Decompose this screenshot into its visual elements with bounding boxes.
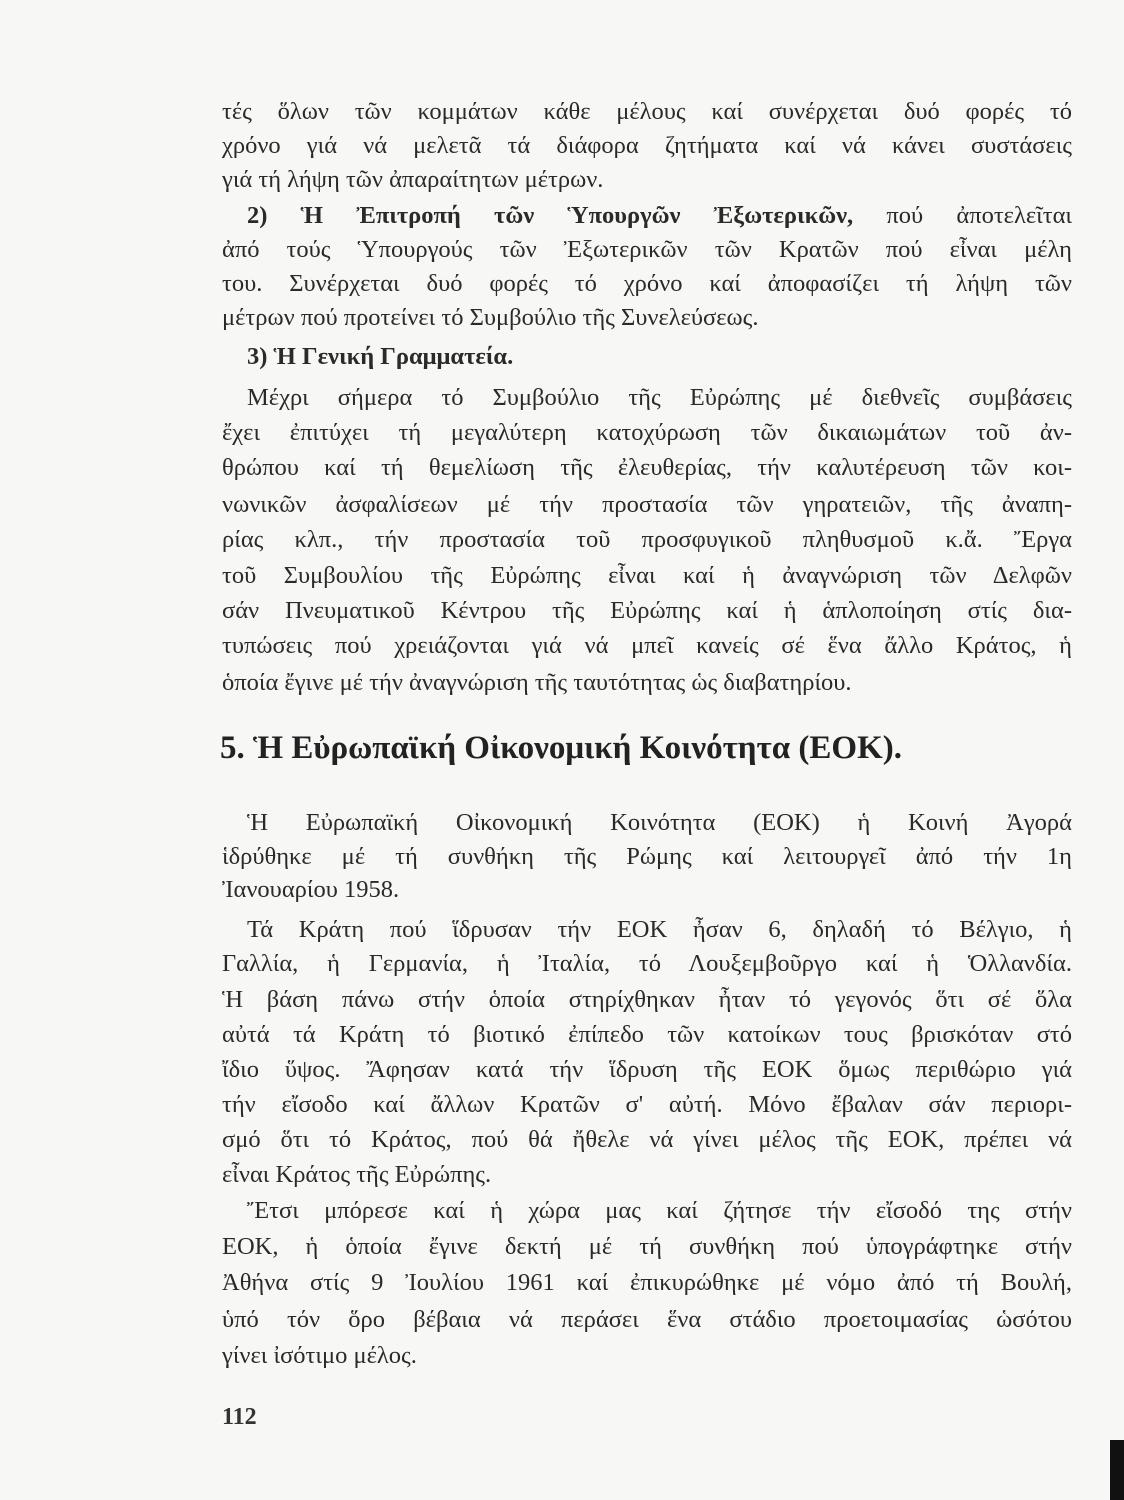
text-line — [222, 842, 1072, 872]
text-line — [222, 596, 1072, 626]
line-text: τυπώσεις πού χρειάζονται γιά νά μπεῖ κανείς σέ ἕνα ἄλλο Κράτος, ἡ — [222, 632, 1072, 659]
line-text: Ἡ Εὐρωπαϊκή Οἰκονομική Κοινότητα (ΕΟΚ) ἡ Κοινή Ἀγορά — [247, 809, 1072, 836]
line-text: γίνει ἰσότιμο μέλος. — [222, 1342, 417, 1369]
line-text: ὑπό τόν ὅρο βέβαια νά περάσει ἕνα στάδιο προετοιμασίας ὡσότου — [222, 1306, 1072, 1333]
text-line — [222, 165, 603, 195]
line-text: Ἀθήνα στίς 9 Ἰουλίου 1961 καί ἐπικυρώθηκε μέ νόμο ἀπό τή Βουλή, — [222, 1269, 1072, 1296]
text-line — [222, 631, 1072, 661]
line-text: Ἰανουαρίου 1958. — [222, 876, 400, 903]
text-line — [222, 383, 1072, 413]
text-line — [222, 1090, 1072, 1120]
text-line — [222, 668, 852, 698]
text-line — [222, 97, 1072, 127]
line-text: χρόνο γιά νά μελετᾶ τά διάφορα ζητήματα καί νά κάνει συστάσεις — [222, 132, 1072, 159]
text-line — [222, 303, 758, 333]
text-line — [222, 1055, 1072, 1085]
bold-term: 3) Ἡ Γενική Γραμματεία. — [247, 343, 514, 370]
text-line — [222, 915, 1072, 945]
line-text: σμό ὅτι τό Κράτος, πού θά ἤθελε νά γίνει μέλος τῆς ΕΟΚ, πρέπει νά — [222, 1126, 1072, 1153]
text-line — [222, 490, 1072, 520]
line-text: εἶναι Κράτος τῆς Εὐρώπης. — [222, 1161, 492, 1188]
text-line — [222, 808, 1072, 838]
line-text: τήν εἴσοδο καί ἄλλων Κρατῶν σ' αὐτή. Μόνο ἔβαλαν σάν περιορι- — [222, 1091, 1072, 1118]
text-line — [222, 1232, 1072, 1262]
line-text: του. Συνέρχεται δυό φορές τό χρόνο καί ἀποφασίζει τή λήψη τῶν — [222, 270, 1072, 297]
line-text: ὁποία ἔγινε μέ τήν ἀναγνώριση τῆς ταυτότητας ὡς διαβατηρίου. — [222, 669, 852, 696]
text-line — [222, 201, 1072, 231]
line-text: Ἔτσι μπόρεσε καί ἡ χώρα μας καί ζήτησε τήν εἴσοδό της στήν — [247, 1197, 1072, 1224]
line-text: Ἡ βάση πάνω στήν ὁποία στηρίχθηκαν ἦταν τό γεγονός ὅτι σέ ὅλα — [222, 986, 1072, 1013]
text-line — [222, 875, 399, 905]
line-text: νωνικῶν ἀσφαλίσεων μέ τήν προστασία τῶν γηρατειῶν, τῆς ἀναπη- — [222, 491, 1072, 518]
scan-edge — [1110, 1440, 1124, 1500]
line-text: θρώπου καί τή θεμελίωση τῆς ἐλευθερίας, τήν καλυτέρευση τῶν κοι- — [222, 454, 1072, 481]
text-line — [222, 985, 1072, 1015]
line-text: ἀπό τούς Ὑπουργούς τῶν Ἐξωτερικῶν τῶν Κρατῶν πού εἶναι μέλη — [222, 236, 1072, 263]
line-text: ἔχει ἐπιτύχει τή μεγαλύτερη κατοχύρωση τῶν δικαιωμάτων τοῦ ἀν- — [222, 419, 1072, 446]
text-line — [222, 1125, 1072, 1155]
text-line — [222, 235, 1072, 265]
line-text: Τά Κράτη πού ἵδρυσαν τήν ΕΟΚ ἦσαν 6, δηλαδή τό Βέλγιο, ἡ — [247, 916, 1072, 943]
text-line — [222, 1268, 1072, 1298]
text-line — [222, 525, 1072, 555]
text-line — [222, 1160, 491, 1190]
line-text: μέτρων πού προτείνει τό Συμβούλιο τῆς Συνελεύσεως. — [222, 304, 759, 331]
line-text: γιά τή λήψη τῶν ἀπαραίτητων μέτρων. — [222, 166, 604, 193]
text-line — [222, 1305, 1072, 1335]
line-text: αὐτά τά Κράτη τό βιοτικό ἐπίπεδο τῶν κατοίκων τους βρισκόταν στό — [222, 1021, 1072, 1048]
text-line — [222, 561, 1072, 591]
line-text: σάν Πνευματικοῦ Κέντρου τῆς Εὐρώπης καί ἡ ἁπλοποίηση στίς δια- — [222, 597, 1072, 624]
page-number: 112 — [222, 1404, 257, 1430]
section-heading: 5. Ἡ Εὐρωπαϊκή Οἰκονομική Κοινότητα (ΕΟΚ). — [220, 730, 902, 766]
text-line — [222, 418, 1072, 448]
text-line — [222, 453, 1072, 483]
line-text: ἴδιο ὕψος. Ἄφησαν κατά τήν ἵδρυση τῆς ΕΟΚ ὅμως περιθώριο γιά — [222, 1056, 1072, 1083]
line-text: Μέχρι σήμερα τό Συμβούλιο τῆς Εὐρώπης μέ διεθνεῖς συμβάσεις — [247, 384, 1072, 411]
line-text: πού ἀποτελεῖται — [853, 202, 1072, 229]
text-line — [222, 1020, 1072, 1050]
text-line — [222, 1341, 417, 1371]
line-text: Γαλλία, ἡ Γερμανία, ἡ Ἰταλία, τό Λουξεμβοῦργο καί ἡ Ὁλλανδία. — [222, 950, 1072, 977]
line-text: τοῦ Συμβουλίου τῆς Εὐρώπης εἶναι καί ἡ ἀναγνώριση τῶν Δελφῶν — [222, 562, 1072, 589]
line-text: ρίας κλπ., τήν προστασία τοῦ προσφυγικοῦ πληθυσμοῦ κ.ἄ. Ἔργα — [222, 526, 1072, 553]
line-text: ἱδρύθηκε μέ τή συνθήκη τῆς Ρώμης καί λειτουργεῖ ἀπό τήν 1η — [222, 843, 1072, 870]
line-text: ΕΟΚ, ἡ ὁποία ἔγινε δεκτή μέ τή συνθήκη πού ὑπογράφτηκε στήν — [222, 1233, 1072, 1260]
text-line — [222, 342, 513, 372]
line-text: τές ὅλων τῶν κομμάτων κάθε μέλους καί συνέρχεται δυό φορές τό — [222, 98, 1072, 125]
text-line — [222, 269, 1072, 299]
text-line — [222, 949, 1072, 979]
text-line — [222, 1196, 1072, 1226]
text-line — [222, 131, 1072, 161]
bold-term: 2) Ἡ Ἐπιτροπή τῶν Ὑπουργῶν Ἐξωτερικῶν, — [247, 202, 854, 229]
